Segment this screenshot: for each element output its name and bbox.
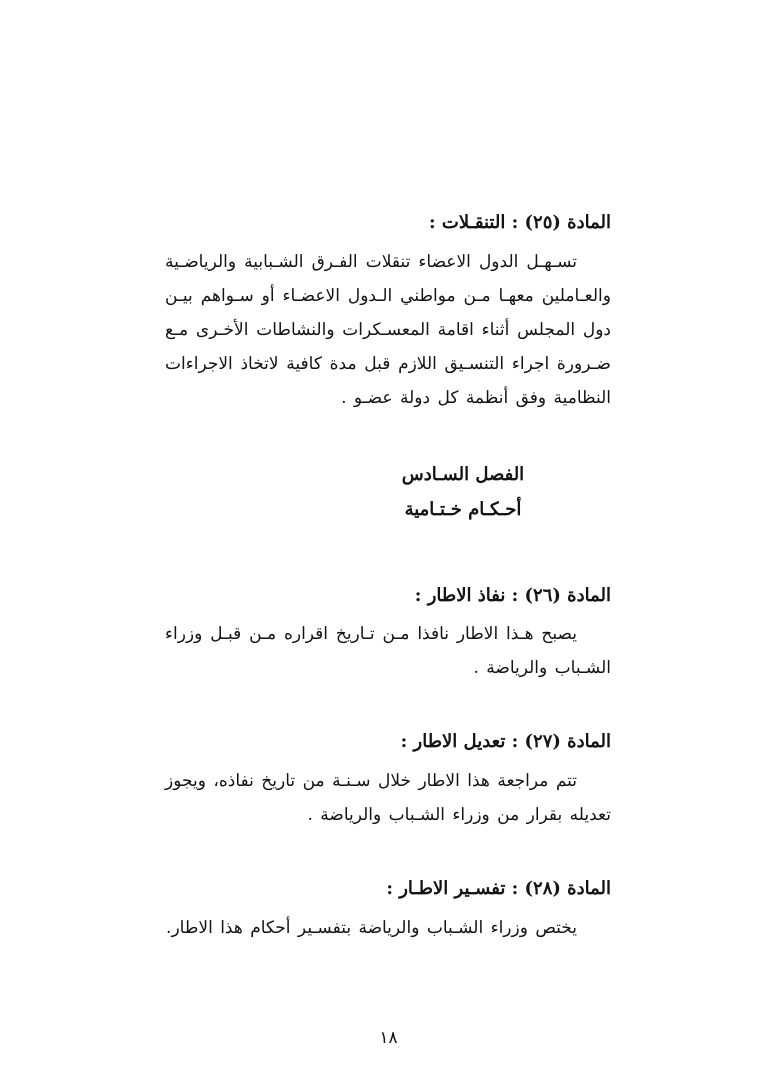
article-28	[165, 874, 611, 945]
chapter-subtitle: أحـكـام خـتـامية	[404, 498, 522, 520]
page-content	[165, 208, 611, 987]
chapter-heading	[165, 457, 611, 527]
article-26	[165, 581, 611, 686]
article-26-heading: المادة (٢٦) : نفاذ الاطار :	[414, 584, 611, 606]
article-25-body: تسـهـل الدول الاعضاء تنقلات الفـرق الشـبابية والرياضـية والعـاملين معهـا مـن مواطني الـدول الاعضـاء أو سـواهم بيـن دول المجلس أثناء اقامة المعسـكرات والنشاطات الأخـرى مـع ضـرورة اجراء التنسـيق اللازم قبل مدة كافية لاتخاذ الاجراءات النظامية وفق أنظمة كل دولة عضـو .	[165, 251, 611, 408]
article-27-heading: المادة (٢٧) : تعديل الاطار :	[400, 731, 611, 753]
article-25-heading: المادة (٢٥) : التنقـلات :	[429, 212, 611, 233]
page-number: ١٨	[379, 1028, 398, 1048]
article-27-body: تتم مراجعة هذا الاطار خلال سـنـة من تاريخ نفاذه، ويجوز تعديله بقرار من وزراء الشـباب والرياضة .	[165, 770, 611, 825]
chapter-title: الفصل السـادس	[401, 463, 525, 485]
article-27	[165, 727, 611, 832]
article-28-heading: المادة (٢٨) : تفسـير الاطـار :	[386, 877, 611, 899]
article-26-body: يصبح هـذا الاطار نافذا مـن تـاريخ اقراره مـن قبـل وزراء الشـباب والرياضة .	[165, 624, 611, 679]
article-25	[165, 208, 611, 415]
article-28-body: يختص وزراء الشـباب والرياضة بتفسـير أحكام هذا الاطار.	[166, 917, 577, 938]
